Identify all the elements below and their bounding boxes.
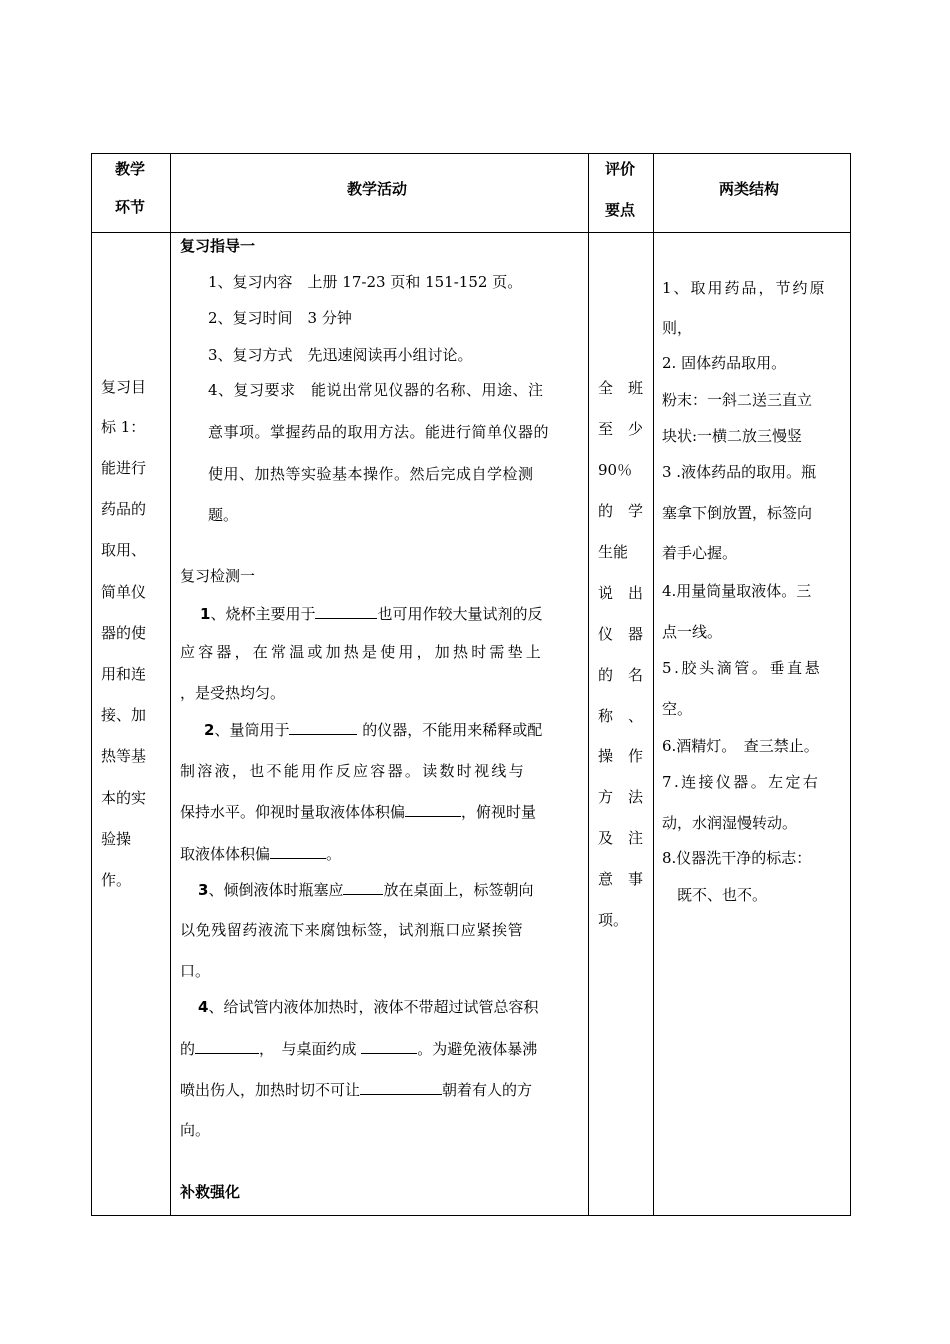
eval-line: 的 名	[598, 666, 644, 684]
guide-title: 复习指导一	[180, 237, 256, 255]
eval-line: 90％	[598, 461, 633, 479]
question-3-line	[198, 879, 533, 900]
remedy-title: 补救强化	[180, 1183, 241, 1201]
structure-line: 块状:一横二放三慢竖	[662, 427, 803, 445]
eval-line: 意 事	[598, 870, 644, 888]
answer-blank[interactable]	[343, 879, 383, 895]
col1-line: 用和连	[101, 665, 147, 683]
eval-line: 项。	[598, 911, 629, 929]
question-text: 放在桌面上，标签朝向	[383, 881, 534, 899]
structure-line: 6.酒精灯。 查三禁止。	[662, 737, 819, 755]
structure-line: 3 .液体药品的取用。瓶	[662, 463, 817, 481]
question-number: 1	[200, 605, 211, 623]
structure-line: 1、取用药品，节约原	[662, 279, 827, 297]
question-text: 的仪器，不能用来稀释或配	[357, 721, 543, 739]
check-title: 复习检测一	[180, 567, 256, 585]
eval-line: 生能	[598, 543, 629, 561]
col1-line: 接、加	[101, 706, 147, 724]
question-2-line	[180, 843, 341, 864]
eval-line: 及 注	[598, 829, 644, 847]
question-1-line: 应容器，在常温或加热是使用，加热时需垫上	[180, 643, 545, 661]
answer-blank[interactable]	[270, 843, 326, 859]
question-text: 的	[180, 1040, 196, 1058]
structure-line: 着手心握。	[662, 544, 738, 562]
question-2-line	[180, 801, 536, 822]
question-text: 。	[326, 845, 342, 863]
guide-item4-line: 4、复习要求 能说出常见仪器的名称、用途、注	[208, 381, 544, 399]
structure-line: 4.用量筒量取液体。三	[662, 582, 812, 600]
header-col3-line2: 要点	[605, 201, 636, 219]
col1-line: 本的实	[101, 789, 147, 807]
question-text: 朝着有人的方	[442, 1081, 533, 1099]
answer-blank[interactable]	[289, 719, 357, 735]
eval-line: 称 、	[598, 707, 644, 725]
eval-line: 至 少	[598, 420, 644, 438]
column-divider	[170, 153, 171, 1216]
question-number: 4	[198, 998, 209, 1016]
question-1-line	[200, 603, 542, 624]
answer-blank[interactable]	[360, 1079, 442, 1095]
col1-line: 能进行	[101, 459, 147, 477]
structure-line: 既不、也不。	[662, 886, 768, 904]
question-3-line: 口。	[180, 962, 211, 980]
question-1-line: ，是受热均匀。	[180, 684, 286, 702]
guide-item: 2、复习时间 3 分钟	[208, 309, 352, 327]
question-4-line	[198, 997, 538, 1017]
question-3-line: 以免残留药液流下来腐蚀标签，试剂瓶口应紧挨管	[180, 921, 524, 939]
structure-line: 空。	[662, 700, 693, 718]
eval-line: 全 班	[598, 379, 644, 397]
question-4-line	[180, 1079, 532, 1100]
question-2-line: 制溶液，也不能用作反应容器。读数时视线与	[180, 762, 527, 780]
answer-blank[interactable]	[405, 801, 461, 817]
column-divider	[588, 153, 589, 1216]
question-text: 保持水平。仰视时量取液体体积偏	[180, 803, 406, 821]
structure-line: 2. 固体药品取用。	[662, 354, 787, 372]
col1-line: 简单仪	[101, 583, 147, 601]
structure-line: 8.仪器洗干净的标志：	[662, 849, 812, 867]
col1-line: 验操	[101, 830, 132, 848]
col1-line: 作。	[101, 871, 132, 889]
structure-line: 塞拿下倒放置，标签向	[662, 504, 813, 522]
question-text: 、量筒用于	[214, 721, 290, 739]
question-text: 喷出伤人，加热时切不可让	[180, 1081, 361, 1099]
column-divider	[653, 153, 654, 1216]
col1-line: 药品的	[101, 500, 147, 518]
col1-line: 取用、	[101, 541, 147, 559]
question-text: 也可用作较大量试剂的反	[377, 605, 543, 623]
eval-line: 仪 器	[598, 625, 644, 643]
guide-item: 3、复习方式 先迅速阅读再小组讨论。	[208, 346, 473, 364]
structure-line: 动，水润湿慢转动。	[662, 814, 798, 832]
question-number: 2	[204, 721, 215, 739]
eval-line: 方 法	[598, 788, 644, 806]
structure-line: 5.胶头滴管。垂直悬	[662, 659, 823, 677]
guide-item4-line: 意事项。掌握药品的取用方法。能进行简单仪器的	[208, 423, 550, 441]
question-text: 。为避免液体暴沸	[417, 1040, 538, 1058]
header-col3-line1: 评价	[605, 160, 636, 178]
guide-item4-line: 题。	[208, 506, 239, 524]
eval-line: 操 作	[598, 747, 644, 765]
question-text: 、倾倒液体时瓶塞应	[208, 881, 344, 899]
eval-line: 说 出	[598, 584, 644, 602]
col1-line: 复习目	[101, 378, 147, 396]
structure-line: 7.连接仪器。左定右	[662, 773, 821, 791]
header-col1-line1: 教学	[115, 160, 146, 178]
question-2-line	[204, 719, 542, 740]
question-text: ， 与桌面约成	[259, 1040, 362, 1058]
question-number: 3	[198, 881, 209, 899]
answer-blank[interactable]	[361, 1038, 417, 1054]
guide-item4-line: 使用、加热等实验基本操作。然后完成自学检测	[208, 465, 534, 483]
header-col1-line2: 环节	[115, 198, 146, 216]
structure-line: 点一线。	[662, 623, 723, 641]
structure-line: 则，	[662, 319, 693, 337]
header-divider	[91, 232, 851, 233]
header-col2: 教学活动	[347, 180, 408, 198]
guide-item: 1、复习内容 上册 17-23 页和 151-152 页。	[208, 273, 523, 291]
answer-blank[interactable]	[315, 603, 377, 619]
answer-blank[interactable]	[195, 1038, 259, 1054]
question-text: 、给试管内液体加热时，液体不带超过试管总容积	[208, 998, 539, 1016]
col1-line: 热等基	[101, 747, 147, 765]
question-text: ，俯视时量	[461, 803, 537, 821]
eval-line: 的 学	[598, 502, 644, 520]
structure-line: 粉末：一斜二送三直立	[662, 391, 813, 409]
question-4-line: 向。	[180, 1121, 211, 1139]
header-col4: 两类结构	[719, 180, 780, 198]
question-text: 取液体体积偏	[180, 845, 271, 863]
col1-line: 标 1：	[101, 418, 146, 436]
col1-line: 器的使	[101, 624, 147, 642]
question-4-line	[180, 1038, 537, 1059]
question-text: 、烧杯主要用于	[210, 605, 316, 623]
